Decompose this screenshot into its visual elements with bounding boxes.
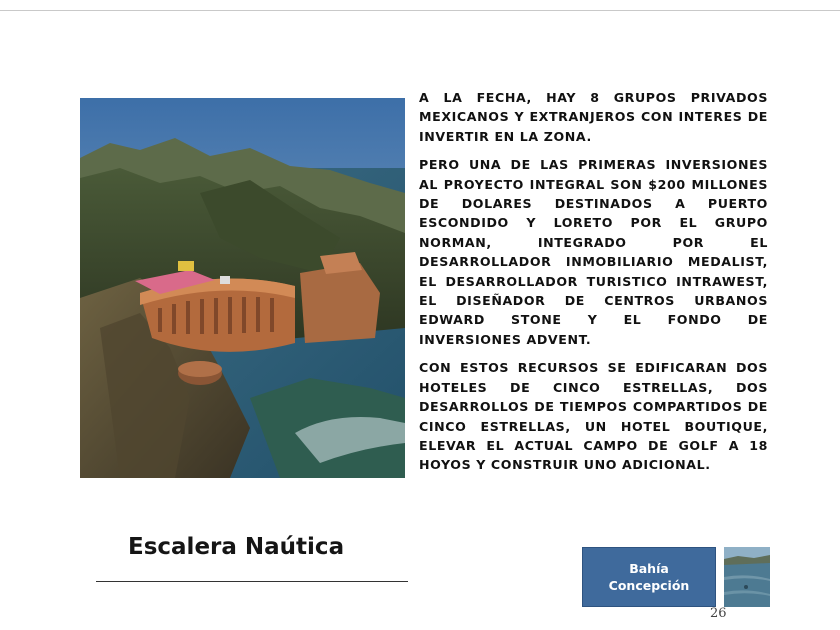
nav-button-line1: Bahía (629, 561, 669, 576)
page-number: 26 (710, 606, 727, 621)
body-text (419, 88, 768, 484)
heading-underline (96, 581, 408, 582)
paragraph-3: CON ESTOS RECURSOS SE EDIFICARAN DOS HOTELES DE CINCO ESTRELLAS, DOS DESARROLLOS DE TIEMPOS COMPARTIDOS DE CINCO ESTRELLAS, UN HOTEL BOUTIQUE, ELEVAR EL ACTUAL CAMPO DE GOLF A 18 HOYOS Y CONSTRUIR UNO ADICIONAL. (419, 360, 768, 473)
top-divider (0, 10, 840, 11)
paragraph-2: PERO UNA DE LAS PRIMERAS INVERSIONES AL PROYECTO INTEGRAL SON $200 MILLONES DE DOLARES DESTINADOS A PUERTO ESCONDIDO Y LORETO POR EL GRUPO NORMAN, INTEGRADO POR EL DESARROLLADOR INMOBILIARIO MEDALIST, EL DESARROLLADOR TURISTICO INTRAWEST, EL DISEÑADOR DE CENTROS URBANOS EDWARD STONE Y EL FONDO DE INVERSIONES ADVENT. (419, 157, 768, 347)
paragraph-1: A LA FECHA, HAY 8 GRUPOS PRIVADOS MEXICANOS Y EXTRANJEROS CON INTERES DE INVERTIR EN LA ZONA. (419, 90, 768, 144)
sea-thumbnail-icon[interactable] (724, 547, 770, 607)
nav-button-line2: Concepción (608, 578, 690, 593)
section-heading: Escalera Naútica (128, 534, 345, 560)
bahia-concepcion-button[interactable] (582, 547, 716, 607)
resort-photo (80, 98, 405, 478)
